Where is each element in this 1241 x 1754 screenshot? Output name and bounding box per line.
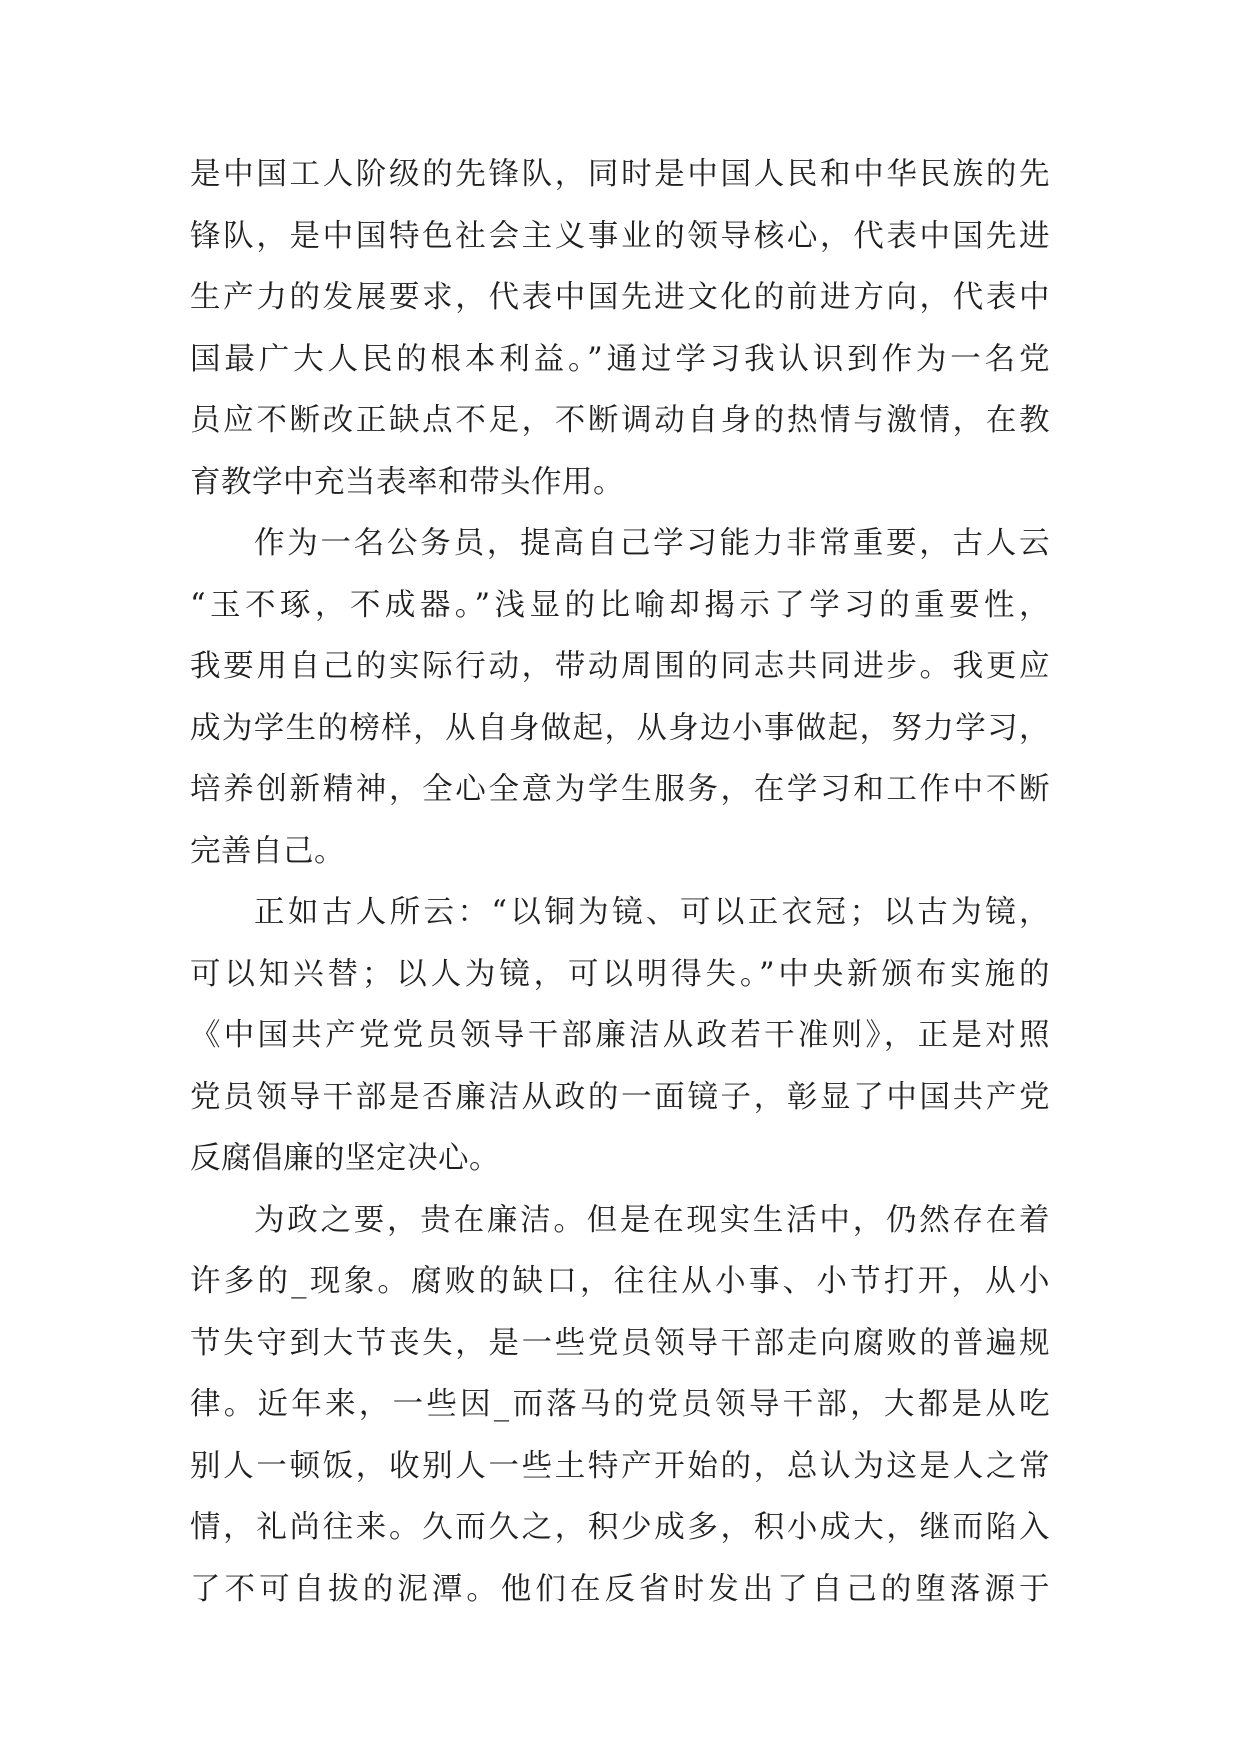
- text-line: 国最广大人民的根本利益。”通过学习我认识到作为一名党: [190, 341, 1050, 377]
- text-line: 员应不断改正缺点不足，不断调动自身的热情与激情，在教: [190, 403, 1050, 438]
- text-line: “玉不琢，不成器。”浅显的比喻却揭示了学习的重要性，: [190, 587, 1050, 623]
- text-line: 《中国共产党党员领导干部廉洁从政若干准则》，正是对照: [190, 1018, 1050, 1053]
- paragraph-first-line: 正如古人所云：“以铜为镜、可以正衣冠；以古为镜，: [254, 895, 1050, 930]
- text-line: 别人一顿饭，收别人一些土特产开始的，总认为这是人之常: [190, 1448, 1050, 1484]
- text-line: 情，礼尚往来。久而久之，积少成多，积小成大，继而陷入: [190, 1510, 1050, 1545]
- body-text: [190, 157, 1050, 1636]
- text-line: 培养创新精神，全心全意为学生服务，在学习和工作中不断: [190, 772, 1050, 807]
- text-line: 许多的_现象。腐败的缺口，往往从小事、小节打开，从小: [190, 1264, 1050, 1299]
- text-line: 节失守到大节丧失，是一些党员领导干部走向腐败的普遍规: [190, 1325, 1050, 1361]
- text-line: 反腐倡廉的坚定决心。: [190, 1141, 500, 1176]
- text-line: 锋队，是中国特色社会主义事业的领导核心，代表中国先进: [190, 218, 1050, 254]
- text-line: 党员领导干部是否廉洁从政的一面镜子，彰显了中国共产党: [190, 1079, 1050, 1115]
- text-line: 律。近年来，一些因_而落马的党员领导干部，大都是从吃: [190, 1387, 1050, 1422]
- text-line: 生产力的发展要求，代表中国先进文化的前进方向，代表中: [190, 280, 1050, 315]
- text-line: 完善自己。: [190, 833, 345, 869]
- text-line: 可以知兴替；以人为镜，可以明得失。”中央新颁布实施的: [190, 956, 1050, 992]
- text-line: 了不可自拔的泥潭。他们在反省时发出了自己的堕落源于: [190, 1571, 1050, 1607]
- paragraph-first-line: 作为一名公务员，提高自己学习能力非常重要，古人云: [254, 526, 1050, 561]
- text-line: 育教学中充当表率和带头作用。: [190, 464, 624, 500]
- text-line: 成为学生的榜样，从自身做起，从身边小事做起，努力学习，: [190, 710, 1050, 746]
- text-line: 我要用自己的实际行动，带动周围的同志共同进步。我更应: [190, 649, 1050, 684]
- text-line: 是中国工人阶级的先锋队，同时是中国人民和中华民族的先: [190, 157, 1050, 192]
- paragraph-first-line: 为政之要，贵在廉洁。但是在现实生活中，仍然存在着: [254, 1202, 1050, 1238]
